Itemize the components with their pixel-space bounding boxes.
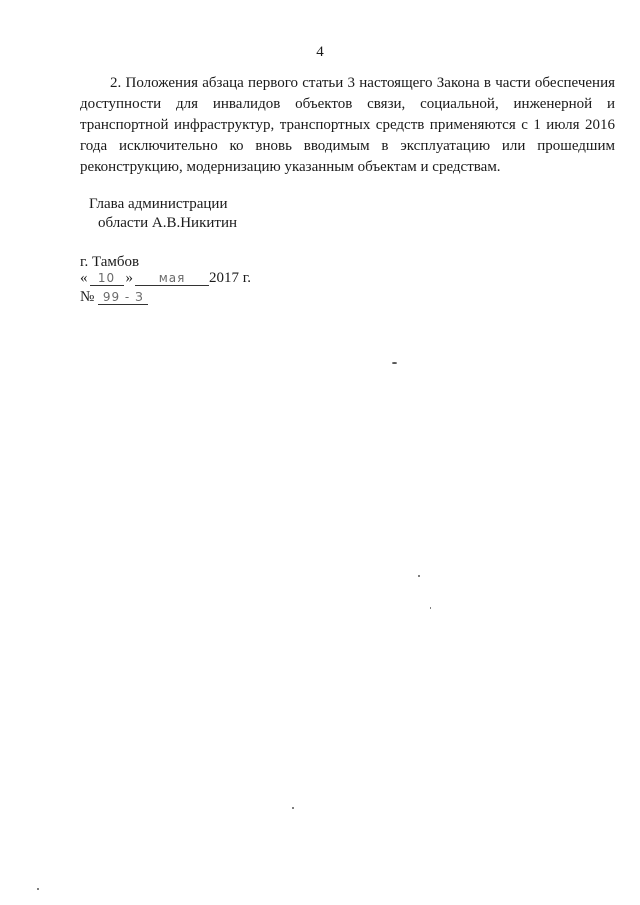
scan-speck (418, 575, 420, 577)
number-sign: № (80, 289, 95, 305)
scan-speck (37, 888, 39, 890)
document-number-handwritten: 99 - З (98, 290, 148, 305)
document-number-line (80, 289, 148, 306)
date-month-handwritten: мая (135, 271, 209, 286)
law-paragraph-2: 2. Положения абзаца первого статьи 3 настоящего Закона в части обеспечения доступности для инвалидов объектов связи, социальной, инженерной и транспортной инфраструктур, транспортных средств применяются с 1 июля 2016 года исключительно ко вновь вводимым в эксплуатацию или прошедшим реконструкцию, модернизацию указанным объектам и средствам. (80, 75, 615, 175)
date-day-handwritten: 10 (90, 271, 124, 286)
place-of-signing: г. Тамбов (80, 254, 140, 270)
scan-speck (430, 607, 431, 609)
scan-speck (292, 807, 294, 809)
date-year: 2017 г. (209, 270, 251, 286)
signature-title-line1: Глава администрации (89, 196, 228, 212)
signature-block (89, 195, 237, 233)
scan-speck (392, 362, 397, 364)
date-line (80, 270, 251, 287)
date-close-quote: » (125, 270, 133, 286)
signature-title-line2: области А.В.Никитин (98, 215, 238, 231)
page-number: 4 (316, 44, 324, 60)
date-open-quote: « (80, 270, 88, 286)
